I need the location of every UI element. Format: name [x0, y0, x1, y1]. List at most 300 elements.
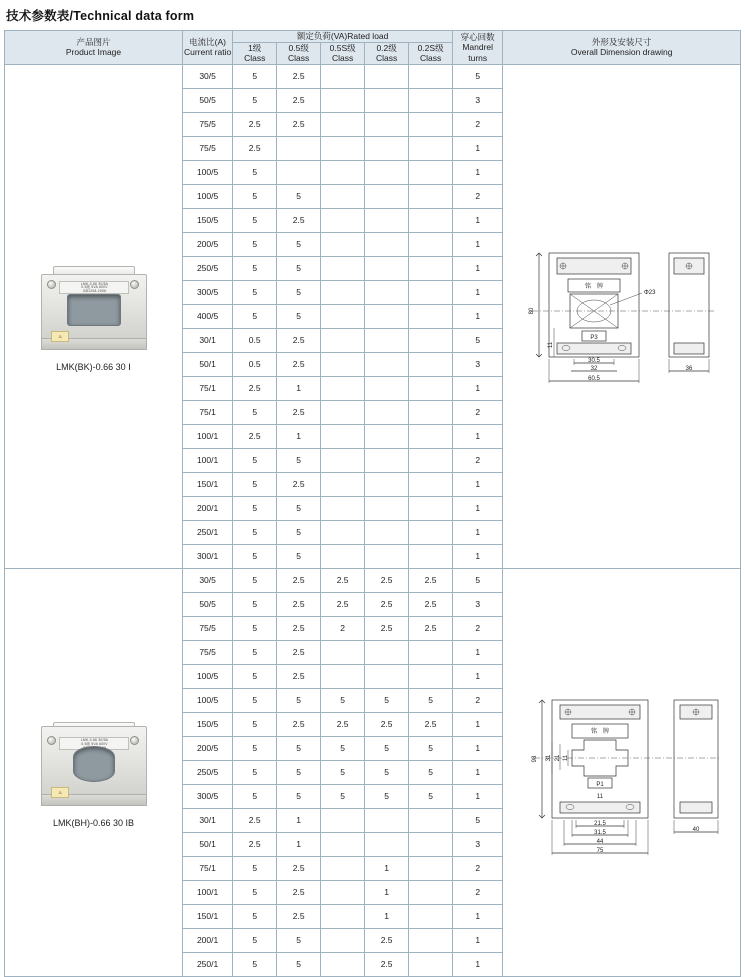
- cell-class-1: 0.5: [233, 352, 277, 376]
- cell-class-1: 5: [233, 688, 277, 712]
- nameplate-label-bk: 铭 牌: [585, 284, 604, 291]
- cell-class-02s: [409, 952, 453, 976]
- cell-class-05: 1: [277, 808, 321, 832]
- cell-class-05s: 5: [321, 784, 365, 808]
- cell-mandrel-turns: 1: [453, 904, 503, 928]
- cell-current-ratio: 30/5: [182, 568, 232, 592]
- cell-current-ratio: 30/1: [182, 328, 232, 352]
- cell-class-1: 5: [233, 304, 277, 328]
- header-current-ratio: 电流比(A) Current ratio: [182, 31, 232, 65]
- cell-class-05s: [321, 880, 365, 904]
- table-header: [5, 31, 741, 65]
- svg-text:60.5: 60.5: [588, 376, 600, 383]
- cell-class-02: [365, 544, 409, 568]
- cell-class-05: 2.5: [277, 88, 321, 112]
- header-mandrel-turns: 穿心回数 Mandrel turns: [453, 31, 503, 65]
- svg-text:11: 11: [563, 755, 570, 762]
- cell-class-02: [365, 208, 409, 232]
- cell-class-05: 5: [277, 760, 321, 784]
- cell-class-05s: 2.5: [321, 712, 365, 736]
- cell-class-02: [365, 160, 409, 184]
- cell-mandrel-turns: 2: [453, 880, 503, 904]
- cell-class-05s: [321, 376, 365, 400]
- cell-class-05s: 5: [321, 760, 365, 784]
- cell-current-ratio: 100/5: [182, 160, 232, 184]
- header-dimension-drawing: 外形及安装尺寸 Overall Dimension drawing: [503, 31, 741, 65]
- cell-class-05s: [321, 256, 365, 280]
- cell-class-1: 5: [233, 856, 277, 880]
- product-model-label: LMK(BK)-0.66 30 Ⅰ: [56, 361, 131, 372]
- cell-current-ratio: 100/1: [182, 448, 232, 472]
- cell-class-1: 2.5: [233, 808, 277, 832]
- cell-class-05: 1: [277, 376, 321, 400]
- cell-class-1: 5: [233, 880, 277, 904]
- cell-class-1: 5: [233, 448, 277, 472]
- current-transformer-image: LMK-0.66 30/5A 0.5级 5VA 600V GB1208-2006 JL: [33, 260, 153, 356]
- page-title: 技术参数表/Technical data form: [6, 9, 195, 23]
- cell-class-02s: [409, 880, 453, 904]
- cell-class-05s: [321, 160, 365, 184]
- svg-text:30.5: 30.5: [588, 358, 600, 365]
- cell-class-02: [365, 256, 409, 280]
- cell-class-05s: [321, 184, 365, 208]
- product-photo-wrap: [5, 260, 182, 373]
- table-body: [5, 64, 741, 976]
- cell-class-1: 0.5: [233, 328, 277, 352]
- cell-current-ratio: 100/1: [182, 424, 232, 448]
- cell-class-02s: [409, 472, 453, 496]
- cell-current-ratio: 50/1: [182, 832, 232, 856]
- cell-class-05: 5: [277, 688, 321, 712]
- cell-class-05s: 2.5: [321, 568, 365, 592]
- cell-class-05s: 2.5: [321, 592, 365, 616]
- cell-mandrel-turns: 1: [453, 376, 503, 400]
- cell-class-05: 5: [277, 256, 321, 280]
- cell-class-1: 5: [233, 160, 277, 184]
- cell-class-02: [365, 448, 409, 472]
- cell-class-05s: [321, 640, 365, 664]
- cell-current-ratio: 200/5: [182, 232, 232, 256]
- cell-class-05: 5: [277, 304, 321, 328]
- cell-current-ratio: 300/5: [182, 280, 232, 304]
- cell-class-02s: [409, 208, 453, 232]
- cell-current-ratio: 250/1: [182, 952, 232, 976]
- cell-class-05: 5: [277, 448, 321, 472]
- cell-class-02s: [409, 664, 453, 688]
- cell-class-05: 2.5: [277, 112, 321, 136]
- cell-mandrel-turns: 2: [453, 616, 503, 640]
- cell-mandrel-turns: 2: [453, 856, 503, 880]
- cell-class-05: 2.5: [277, 904, 321, 928]
- cell-class-02s: [409, 136, 453, 160]
- cell-class-05s: [321, 496, 365, 520]
- cell-class-05: 2.5: [277, 568, 321, 592]
- svg-text:11: 11: [597, 794, 604, 801]
- cell-class-05: 2.5: [277, 640, 321, 664]
- cell-class-02s: [409, 64, 453, 88]
- cell-class-05s: [321, 520, 365, 544]
- cell-mandrel-turns: 1: [453, 760, 503, 784]
- header-rated-load: 额定负荷(VA)Rated load: [233, 31, 453, 43]
- cell-class-02: [365, 136, 409, 160]
- svg-text:75: 75: [596, 848, 604, 855]
- cell-class-05s: [321, 88, 365, 112]
- dimension-cell: [503, 568, 741, 976]
- cell-mandrel-turns: 1: [453, 544, 503, 568]
- cell-class-02: [365, 424, 409, 448]
- cell-mandrel-turns: 1: [453, 472, 503, 496]
- cell-mandrel-turns: 3: [453, 88, 503, 112]
- cell-current-ratio: 200/1: [182, 496, 232, 520]
- cell-current-ratio: 30/1: [182, 808, 232, 832]
- cell-current-ratio: 100/5: [182, 664, 232, 688]
- cell-class-05s: 5: [321, 736, 365, 760]
- header-class-05s: 0.5S级 Class: [321, 42, 365, 64]
- cell-class-1: 5: [233, 904, 277, 928]
- cell-current-ratio: 100/5: [182, 688, 232, 712]
- cell-class-05: [277, 136, 321, 160]
- cell-class-02s: 2.5: [409, 592, 453, 616]
- cell-class-05: 5: [277, 520, 321, 544]
- cell-class-02: [365, 400, 409, 424]
- cell-class-02s: [409, 544, 453, 568]
- cell-class-02s: [409, 424, 453, 448]
- cell-class-1: 5: [233, 232, 277, 256]
- cell-class-02s: 2.5: [409, 712, 453, 736]
- terminal-label-bk: P3: [590, 335, 598, 342]
- cell-class-05: 5: [277, 496, 321, 520]
- cell-class-1: 5: [233, 472, 277, 496]
- cell-class-05s: [321, 304, 365, 328]
- cell-class-05s: [321, 952, 365, 976]
- cell-mandrel-turns: 1: [453, 424, 503, 448]
- cell-class-02: [365, 184, 409, 208]
- cell-current-ratio: 100/1: [182, 880, 232, 904]
- cell-class-1: 5: [233, 736, 277, 760]
- svg-text:40: 40: [692, 827, 700, 834]
- cell-class-1: 2.5: [233, 112, 277, 136]
- cell-class-05s: [321, 400, 365, 424]
- cell-class-05: 2.5: [277, 712, 321, 736]
- cell-class-02: [365, 64, 409, 88]
- cell-current-ratio: 250/5: [182, 256, 232, 280]
- cell-class-05: 5: [277, 952, 321, 976]
- cell-class-1: 5: [233, 64, 277, 88]
- cell-mandrel-turns: 5: [453, 328, 503, 352]
- cell-class-1: 5: [233, 952, 277, 976]
- cell-class-05s: [321, 808, 365, 832]
- cell-class-02s: [409, 280, 453, 304]
- product-image-cell: [5, 64, 183, 568]
- cell-mandrel-turns: 2: [453, 400, 503, 424]
- cell-class-05: 5: [277, 928, 321, 952]
- cell-class-1: 5: [233, 760, 277, 784]
- cell-class-02s: [409, 304, 453, 328]
- cell-class-02: [365, 832, 409, 856]
- cell-class-02: 2.5: [365, 616, 409, 640]
- cell-class-05: 2.5: [277, 400, 321, 424]
- cell-class-02: 2.5: [365, 712, 409, 736]
- cell-class-02s: [409, 376, 453, 400]
- svg-text:31.5: 31.5: [594, 830, 606, 837]
- cell-class-02: [365, 808, 409, 832]
- cell-class-02: [365, 112, 409, 136]
- cell-class-05: 5: [277, 232, 321, 256]
- cell-mandrel-turns: 2: [453, 448, 503, 472]
- product-image-cell: [5, 568, 183, 976]
- cell-class-1: 5: [233, 568, 277, 592]
- cell-class-1: 2.5: [233, 832, 277, 856]
- cell-mandrel-turns: 3: [453, 832, 503, 856]
- cell-class-1: 5: [233, 928, 277, 952]
- cell-class-02s: [409, 328, 453, 352]
- cell-current-ratio: 300/5: [182, 784, 232, 808]
- cell-class-1: 5: [233, 592, 277, 616]
- cell-class-02: 5: [365, 736, 409, 760]
- cell-class-02s: 5: [409, 736, 453, 760]
- cell-current-ratio: 75/5: [182, 640, 232, 664]
- cell-mandrel-turns: 1: [453, 952, 503, 976]
- cell-class-1: 2.5: [233, 136, 277, 160]
- svg-text:36: 36: [685, 366, 693, 373]
- cell-class-05s: [321, 472, 365, 496]
- cell-class-1: 5: [233, 280, 277, 304]
- cell-current-ratio: 50/5: [182, 592, 232, 616]
- header-product-image: 产品图片 Product Image: [5, 31, 183, 65]
- cell-class-05s: [321, 664, 365, 688]
- cell-class-02s: [409, 160, 453, 184]
- cell-class-1: 5: [233, 640, 277, 664]
- svg-text:32: 32: [590, 366, 598, 373]
- cell-class-05: 2.5: [277, 208, 321, 232]
- cell-class-02: 1: [365, 856, 409, 880]
- header-class-05: 0.5级 Class: [277, 42, 321, 64]
- cell-class-02: [365, 280, 409, 304]
- cell-class-1: 5: [233, 184, 277, 208]
- cell-class-02s: [409, 856, 453, 880]
- header-class-02: 0.2级 Class: [365, 42, 409, 64]
- cell-class-02: 2.5: [365, 568, 409, 592]
- cell-mandrel-turns: 3: [453, 352, 503, 376]
- cell-class-05: 2.5: [277, 352, 321, 376]
- cell-class-02: [365, 232, 409, 256]
- dimension-drawing-bk: [514, 231, 729, 401]
- cell-class-05: 1: [277, 832, 321, 856]
- cell-class-02s: 2.5: [409, 616, 453, 640]
- terminal-label-bh: P1: [596, 782, 604, 789]
- cell-class-05s: [321, 832, 365, 856]
- cell-class-05s: [321, 232, 365, 256]
- cell-current-ratio: 150/1: [182, 904, 232, 928]
- cell-class-02s: [409, 928, 453, 952]
- cell-current-ratio: 75/1: [182, 400, 232, 424]
- cell-class-05s: [321, 904, 365, 928]
- cell-class-02s: [409, 400, 453, 424]
- cell-mandrel-turns: 2: [453, 184, 503, 208]
- cell-class-02: 2.5: [365, 928, 409, 952]
- cell-class-02: [365, 304, 409, 328]
- cell-current-ratio: 400/5: [182, 304, 232, 328]
- cell-mandrel-turns: 1: [453, 928, 503, 952]
- cell-class-05: 1: [277, 424, 321, 448]
- cell-class-05s: [321, 328, 365, 352]
- cell-class-02: 2.5: [365, 952, 409, 976]
- svg-text:21: 21: [555, 755, 562, 762]
- cell-class-02s: [409, 448, 453, 472]
- cell-class-02s: [409, 184, 453, 208]
- cell-mandrel-turns: 1: [453, 304, 503, 328]
- cell-class-05: 2.5: [277, 472, 321, 496]
- cell-class-05s: 2: [321, 616, 365, 640]
- cell-class-1: 5: [233, 664, 277, 688]
- cell-class-05: 5: [277, 280, 321, 304]
- cell-class-02: 5: [365, 688, 409, 712]
- svg-text:44: 44: [596, 839, 604, 846]
- cell-class-05s: [321, 424, 365, 448]
- cell-class-05s: [321, 136, 365, 160]
- cell-class-05: 2.5: [277, 664, 321, 688]
- cell-current-ratio: 100/5: [182, 184, 232, 208]
- cell-class-1: 5: [233, 520, 277, 544]
- cell-mandrel-turns: 1: [453, 136, 503, 160]
- svg-text:11: 11: [548, 342, 555, 349]
- cell-mandrel-turns: 1: [453, 664, 503, 688]
- cell-class-05s: [321, 928, 365, 952]
- cell-class-05s: [321, 856, 365, 880]
- cell-mandrel-turns: 1: [453, 232, 503, 256]
- cell-class-02: [365, 352, 409, 376]
- cell-class-02: [365, 376, 409, 400]
- cell-current-ratio: 250/5: [182, 760, 232, 784]
- cell-class-1: 2.5: [233, 424, 277, 448]
- cell-class-05: 2.5: [277, 64, 321, 88]
- cell-class-02s: [409, 496, 453, 520]
- cell-mandrel-turns: 1: [453, 640, 503, 664]
- cell-current-ratio: 30/5: [182, 64, 232, 88]
- cell-class-02s: [409, 640, 453, 664]
- cell-mandrel-turns: 5: [453, 808, 503, 832]
- cell-class-02s: [409, 256, 453, 280]
- cell-class-05: [277, 160, 321, 184]
- cell-mandrel-turns: 1: [453, 712, 503, 736]
- cell-class-02s: 2.5: [409, 568, 453, 592]
- cell-current-ratio: 150/1: [182, 472, 232, 496]
- cell-class-05s: [321, 112, 365, 136]
- cell-class-05: 5: [277, 784, 321, 808]
- cell-current-ratio: 75/5: [182, 136, 232, 160]
- cell-class-02: [365, 640, 409, 664]
- cell-class-1: 5: [233, 616, 277, 640]
- technical-data-table: [4, 30, 741, 977]
- cell-current-ratio: 150/5: [182, 208, 232, 232]
- cell-class-05s: 5: [321, 688, 365, 712]
- cell-class-02s: [409, 88, 453, 112]
- cell-class-02s: 5: [409, 760, 453, 784]
- product-photo-wrap: [5, 716, 182, 828]
- cell-mandrel-turns: 2: [453, 688, 503, 712]
- cell-current-ratio: 50/5: [182, 88, 232, 112]
- cell-class-1: 5: [233, 712, 277, 736]
- cell-class-02: 1: [365, 880, 409, 904]
- cell-class-02s: [409, 352, 453, 376]
- cell-class-02: 2.5: [365, 592, 409, 616]
- cell-class-02: [365, 520, 409, 544]
- cell-class-02: [365, 472, 409, 496]
- header-class-02s: 0.2S级 Class: [409, 42, 453, 64]
- cell-mandrel-turns: 1: [453, 784, 503, 808]
- cell-class-02s: 5: [409, 688, 453, 712]
- cell-class-05: 2.5: [277, 880, 321, 904]
- cell-current-ratio: 75/1: [182, 856, 232, 880]
- cell-class-02s: 5: [409, 784, 453, 808]
- cell-current-ratio: 200/5: [182, 736, 232, 760]
- svg-text:Φ23: Φ23: [644, 290, 656, 297]
- cell-class-05: 2.5: [277, 616, 321, 640]
- cell-class-1: 2.5: [233, 376, 277, 400]
- cell-class-02s: [409, 520, 453, 544]
- cell-class-02: [365, 664, 409, 688]
- nameplate-label-bh: 铭 牌: [591, 729, 610, 736]
- cell-current-ratio: 75/1: [182, 376, 232, 400]
- current-transformer-image: LMK-0.66 30/5A 0.5级 5VA 600V JL: [33, 716, 153, 812]
- cell-current-ratio: 150/5: [182, 712, 232, 736]
- cell-mandrel-turns: 1: [453, 280, 503, 304]
- cell-mandrel-turns: 1: [453, 256, 503, 280]
- cell-current-ratio: 300/1: [182, 544, 232, 568]
- svg-text:21.5: 21.5: [594, 821, 606, 828]
- cell-class-02: [365, 88, 409, 112]
- cell-mandrel-turns: 2: [453, 112, 503, 136]
- cell-mandrel-turns: 1: [453, 736, 503, 760]
- cell-class-05s: [321, 352, 365, 376]
- cell-mandrel-turns: 5: [453, 64, 503, 88]
- cell-current-ratio: 250/1: [182, 520, 232, 544]
- cell-class-02: [365, 496, 409, 520]
- cell-class-02s: [409, 904, 453, 928]
- table-row: [5, 64, 741, 88]
- cell-class-05s: [321, 280, 365, 304]
- cell-class-1: 5: [233, 496, 277, 520]
- cell-current-ratio: 200/1: [182, 928, 232, 952]
- cell-current-ratio: 75/5: [182, 616, 232, 640]
- cell-class-1: 5: [233, 544, 277, 568]
- cell-class-02s: [409, 808, 453, 832]
- cell-mandrel-turns: 1: [453, 160, 503, 184]
- cell-class-1: 5: [233, 256, 277, 280]
- cell-current-ratio: 50/1: [182, 352, 232, 376]
- cell-class-02s: [409, 112, 453, 136]
- cell-mandrel-turns: 1: [453, 496, 503, 520]
- cell-class-1: 5: [233, 400, 277, 424]
- cell-class-05: 2.5: [277, 856, 321, 880]
- cell-current-ratio: 75/5: [182, 112, 232, 136]
- cell-class-05s: [321, 544, 365, 568]
- header-class-1: 1级 Class: [233, 42, 277, 64]
- dimension-drawing-bh: [514, 682, 729, 862]
- cell-class-05: 5: [277, 736, 321, 760]
- cell-class-1: 5: [233, 208, 277, 232]
- cell-mandrel-turns: 3: [453, 592, 503, 616]
- svg-text:80: 80: [529, 308, 536, 315]
- svg-text:31: 31: [546, 755, 553, 762]
- cell-class-02: 5: [365, 784, 409, 808]
- cell-class-02s: [409, 832, 453, 856]
- cell-class-1: 5: [233, 88, 277, 112]
- cell-class-05: 2.5: [277, 592, 321, 616]
- cell-mandrel-turns: 5: [453, 568, 503, 592]
- dimension-cell: [503, 64, 741, 568]
- cell-mandrel-turns: 1: [453, 520, 503, 544]
